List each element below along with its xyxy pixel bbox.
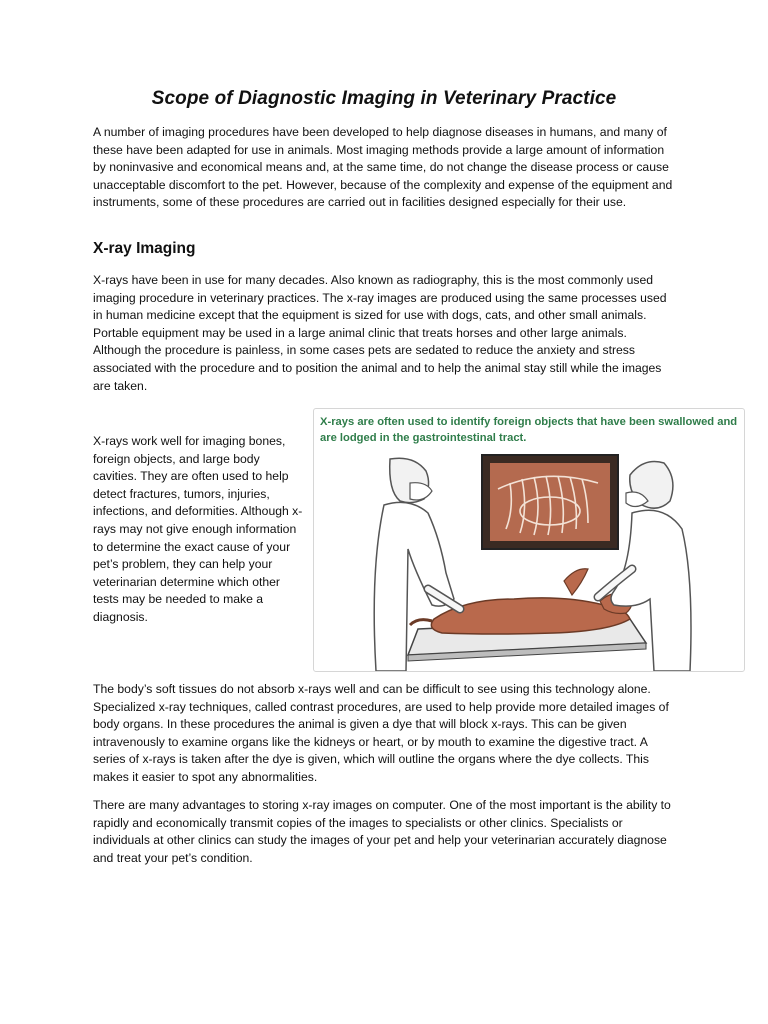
figure-caption: X-rays are often used to identify foreign objects that have been swallowed and are lodged in the gastrointestinal tract. [320, 416, 738, 444]
soft-tissue-paragraph: The body’s soft tissues do not absorb x-rays well and can be difficult to see using this technology alone. Specialized x-ray techniques, called contrast procedures, are used to help provide more detailed images of body organs. In these procedures the animal is given a dye that will block x-rays. This can be given intravenously to examine organs like the kidneys or heart, or by mouth to examine the digestive tract. A series of x-rays is taken after the dye is given, which will outline the organs where the dye collects. This makes it easier to spot any abnormalities. [93, 682, 669, 784]
section-heading: X-ray Imaging [93, 240, 196, 257]
veterinarians-xray-illustration [314, 449, 744, 671]
xray-monitor-icon [482, 455, 618, 549]
side-paragraph: X-rays work well for imaging bones, foreign objects, and large body cavities. They are often used to help detect fractures, tumors, injuries, infections, and deformities. Although x-rays may not give enough information to determine the exact cause of your pet’s problem, they can help your veterinarian determine which other tests may be needed to make a diagnosis. [93, 434, 303, 624]
storage-paragraph: There are many advantages to storing x-ray images on computer. One of the most important is the ability to rapidly and economically transmit copies of the images to specialists or other clinics. Specialists or individuals at other clinics can study the images of your pet and help your veterinarian accurately diagnose and treat your pet’s condition. [93, 798, 671, 865]
xray-paragraph: X-rays have been in use for many decades. Also known as radiography, this is the most commonly used imaging procedure in veterinary practices. The x-ray images are produced using the same processes used in human medicine except that the equipment is sized for use with dogs, cats, and other small animals. Portable equipment may be used in a large animal clinic that treats horses and other large animals. Although the procedure is painless, in some cases pets are sedated to reduce the anxiety and stress associated with the procedure and to position the animal and to help the animal stay still while the images are taken. [93, 273, 667, 393]
page-title: Scope of Diagnostic Imaging in Veterinary Practice [151, 88, 617, 109]
figure-box [313, 408, 745, 672]
intro-paragraph: A number of imaging procedures have been developed to help diagnose diseases in humans, and many of these have been adapted for use in animals. Most imaging methods provide a large amount of information by noninvasive and economical means and, at the same time, do not change the disease process or cause unacceptable discomfort to the pet. However, because of the complexity and expense of the equipment and instruments, some of these procedures are carried out in facilities designed especially for their use. [93, 125, 673, 210]
